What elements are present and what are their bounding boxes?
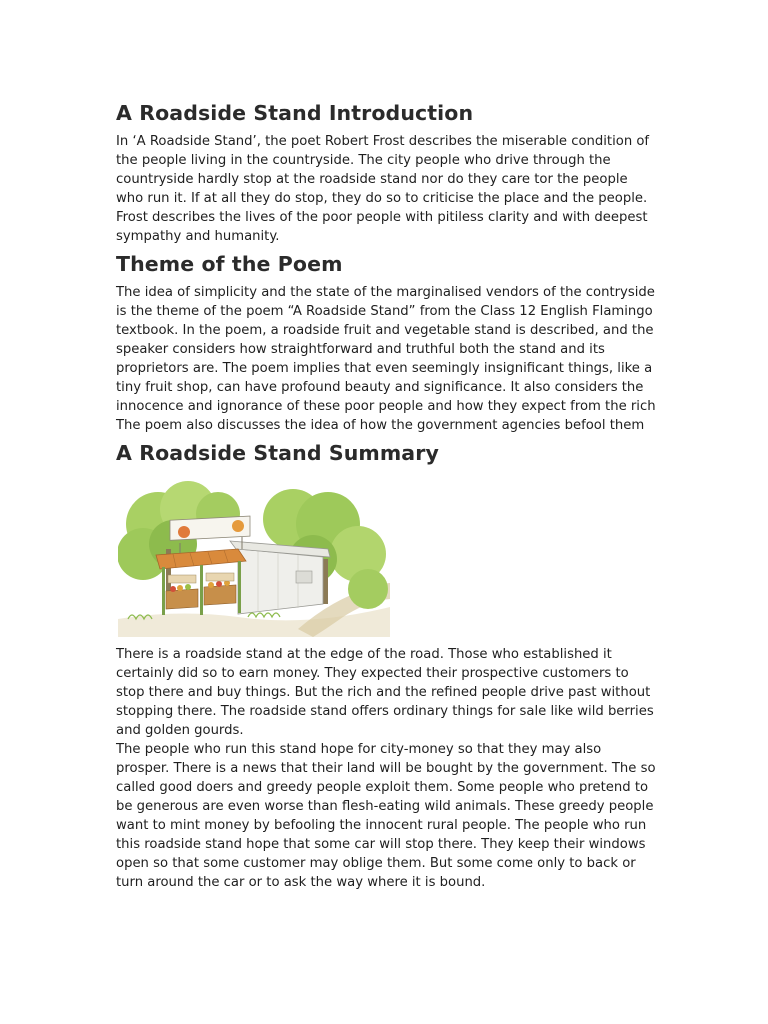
stand-illustration-svg bbox=[118, 479, 390, 637]
roadside-stand-illustration bbox=[118, 479, 390, 637]
heading-theme: Theme of the Poem bbox=[116, 252, 343, 276]
paragraph-theme: The idea of simplicity and the state of the marginalised vendors of the contryside is the theme of the poem “A Roadside Stand” from the Class 12 English Flamingo textbook. In the poem, a roadside fruit and vegetable stand is described, and the speaker considers how straightforward and truthful both the stand and its proprietors are. The poem implies that even seemingly insignificant things, like a tiny fruit shop, can have profound beauty and significance. It also considers the innocence and ignorance of these poor people and how they expect from the rich The poem also discusses the idea of how the government agencies befool them bbox=[116, 285, 656, 433]
heading-summary: A Roadside Stand Summary bbox=[116, 441, 439, 465]
paragraph-summary-1: There is a roadside stand at the edge of the road. Those who established it certainly did so to earn money. They expected their prospective customers to stop there and buy things. But the rich and the refined people drive past without stopping there. The roadside stand offers ordinary things for sale like wild berries and golden gourds. bbox=[116, 647, 654, 738]
paragraph-introduction: In ‘A Roadside Stand’, the poet Robert Frost describes the miserable condition of the people living in the countryside. The city people who drive through the countryside hardly stop at the roadside stand nor do they care tor the people who run it. If at all they do stop, they do so to criticise the place and the people. Frost describes the lives of the poor people with pitiless clarity and with deepest sympathy and humanity. bbox=[116, 134, 650, 244]
document-page bbox=[116, 100, 656, 892]
heading-introduction: A Roadside Stand Introduction bbox=[116, 101, 474, 125]
paragraph-summary-2: The people who run this stand hope for city-money so that they may also prosper. There is a news that their land will be bought by the government. The so called good doers and greedy people exploit them. Some people who pretend to be generous are even worse than flesh-eating wild animals. These greedy people want to mint money by befooling the innocent rural people. The people who run this roadside stand hope that some car will stop there. They keep their windows open so that some customer may oblige them. But some come only to back or turn around the car or to ask the way where it is bound. bbox=[116, 742, 656, 890]
